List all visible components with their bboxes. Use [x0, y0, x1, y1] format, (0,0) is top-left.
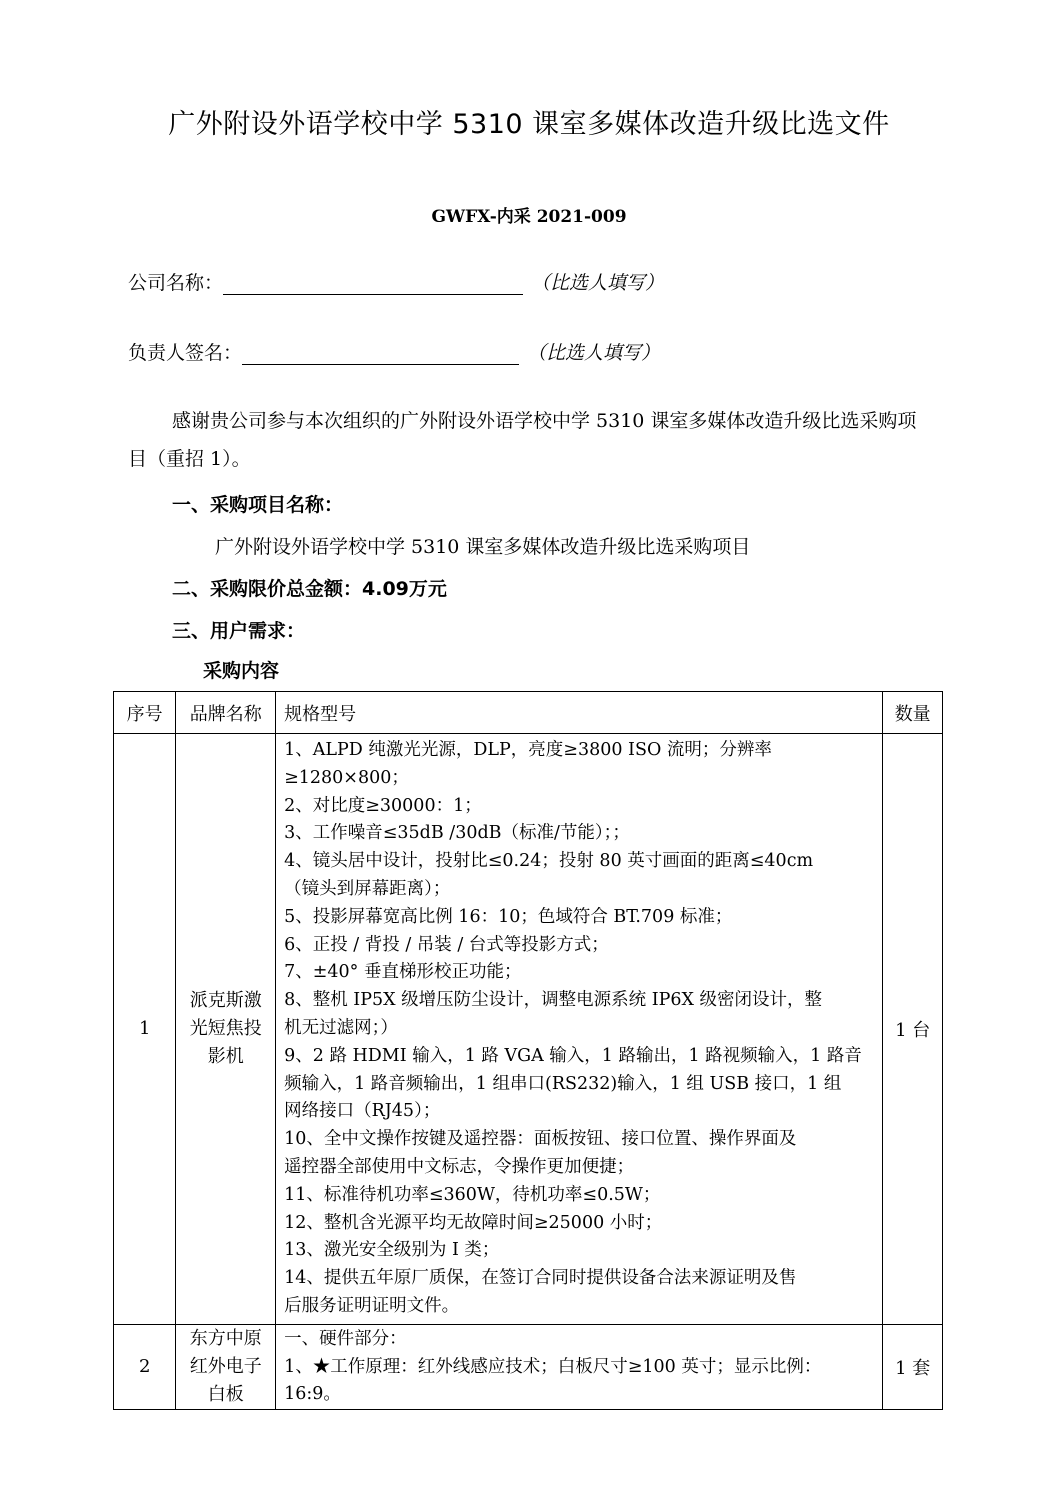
company-name-hint: （比选人填写）: [531, 272, 665, 294]
spec-list: [284, 1326, 882, 1409]
row-spec: [276, 1324, 883, 1409]
spec-list: [284, 737, 882, 1321]
spec-line: 13、激光安全级别为 I 类；: [284, 1240, 500, 1261]
spec-line: 11、标准待机功率≤360W，待机功率≤0.5W；: [284, 1184, 661, 1205]
spec-line: 后服务证明证明文件。: [284, 1295, 460, 1316]
row-qty: 1 套: [883, 1324, 943, 1409]
spec-line: 网络接口（RJ45）；: [284, 1101, 441, 1122]
spec-line: 12、整机含光源平均无故障时间≥25000 小时；: [284, 1212, 663, 1233]
spec-line: 频输入，1 路音频输出，1 组串口(RS232)输入，1 组 USB 接口，1 组: [284, 1073, 842, 1094]
table-row: [114, 1324, 943, 1409]
header-brand: 品牌名称: [176, 692, 276, 734]
spec-line: 6、正投 / 背投 / 吊装 / 台式等投影方式；: [284, 934, 609, 955]
procurement-table: [113, 691, 943, 1410]
spec-line: （镜头到屏幕距离）；: [284, 878, 451, 899]
spec-line: 机无过滤网；）: [284, 1017, 398, 1038]
spec-line: 1、★工作原理：红外线感应技术；白板尺寸≥100 英寸；显示比例：: [284, 1356, 822, 1377]
header-no: 序号: [114, 692, 176, 734]
document-title: 广外附设外语学校中学 5310 课室多媒体改造升级比选文件: [168, 109, 890, 140]
spec-line: 5、投影屏幕宽高比例 16：10；色域符合 BT.709 标准；: [284, 906, 733, 927]
spec-line: 9、2 路 HDMI 输入，1 路 VGA 输入，1 路输出，1 路视频输入，1 路音: [284, 1045, 862, 1066]
intro-paragraph: 感谢贵公司参与本次组织的广外附设外语学校中学 5310 课室多媒体改造升级比选采购项目（重招 1）。: [128, 410, 917, 470]
row-no: 2: [114, 1324, 176, 1409]
table-row: [114, 734, 943, 1325]
row-qty: 1 台: [883, 734, 943, 1325]
header-qty: 数量: [883, 692, 943, 734]
spec-line: 16:9。: [284, 1384, 341, 1405]
spec-line: 10、全中文操作按键及遥控器：面板按钮、接口位置、操作界面及: [284, 1129, 797, 1150]
spec-line: 2、对比度≥30000：1；: [284, 795, 482, 816]
spec-line: 8、整机 IP5X 级增压防尘设计，调整电源系统 IP6X 级密闭设计，整: [284, 990, 823, 1011]
signature-hint: （比选人填写）: [527, 342, 661, 364]
row-brand: [176, 1324, 276, 1409]
spec-line: 7、±40° 垂直梯形校正功能；: [284, 962, 522, 983]
row-no: 1: [114, 734, 176, 1325]
section-3-heading: 三、用户需求：: [172, 620, 306, 642]
project-name: 广外附设外语学校中学 5310 课室多媒体改造升级比选采购项目: [215, 536, 751, 558]
brand-text: 东方中原红外电子白板: [189, 1327, 262, 1405]
row-brand: [176, 734, 276, 1325]
section-2-heading: 二、采购限价总金额：4.09万元: [172, 578, 447, 600]
header-spec: 规格型号: [276, 692, 883, 734]
spec-line: 遥控器全部使用中文标志，令操作更加便捷；: [284, 1156, 635, 1177]
signature-label: 负责人签名：: [128, 342, 243, 364]
signature-field: [128, 338, 660, 365]
document-code: GWFX-内采 2021-009: [431, 207, 627, 227]
section-1-heading: 一、采购项目名称：: [172, 494, 344, 516]
brand-text: 派克斯激光短焦投影机: [189, 989, 262, 1067]
spec-line: 4、镜头居中设计，投射比≤0.24；投射 80 英寸画面的距离≤40cm: [284, 851, 814, 872]
spec-line: 14、提供五年原厂质保，在签订合同时提供设备合法来源证明及售: [284, 1268, 797, 1289]
company-name-label: 公司名称：: [128, 272, 224, 294]
row-spec: [276, 734, 883, 1325]
signature-blank[interactable]: [242, 342, 519, 365]
spec-line: 一、硬件部分：: [284, 1328, 407, 1349]
procurement-content-heading: 采购内容: [203, 660, 280, 682]
company-name-blank[interactable]: [223, 272, 523, 295]
table-header-row: [114, 692, 943, 734]
spec-line: 3、工作噪音≤35dB /30dB（标准/节能）；；: [284, 823, 630, 844]
company-name-field: [128, 268, 664, 295]
spec-line: ≥1280×800；: [284, 767, 409, 788]
spec-line: 1、ALPD 纯激光光源，DLP，亮度≥3800 ISO 流明；分辨率: [284, 740, 772, 760]
